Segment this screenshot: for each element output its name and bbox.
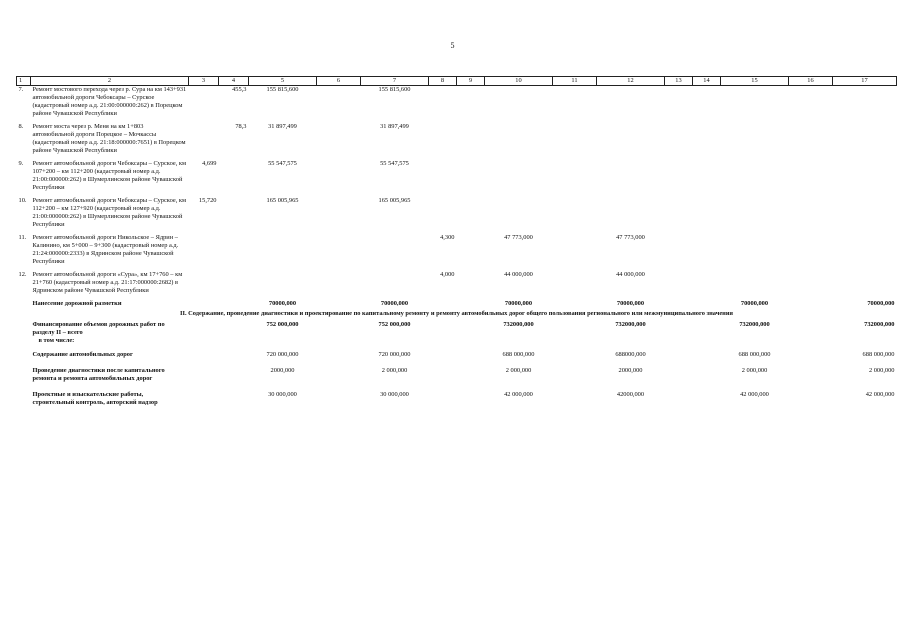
page-number: 5 (450, 41, 455, 50)
table-cell (457, 234, 485, 266)
amount-cell: 42 000,000 (504, 391, 533, 398)
table-cell (665, 337, 693, 345)
table-cell (665, 321, 693, 337)
amount-cell: 2 000,000 (868, 367, 895, 374)
table-cell (693, 234, 721, 266)
table-cell (553, 123, 597, 155)
table-cell (693, 351, 721, 359)
amount-cell (485, 123, 553, 155)
row-number-cell: 12. (18, 271, 27, 278)
table-cell (219, 367, 249, 383)
amount-cell: 42 000,000 (740, 391, 769, 398)
row-number-cell: 8. (18, 123, 24, 130)
amount-cell (597, 86, 665, 119)
length-m-cell: 78,3 (235, 123, 247, 130)
subsection-row (17, 367, 897, 383)
object-name-cell: Ремонт автомобильной дороги Чебоксары – Сурское, км 107+200 – км 112+200 (кадастровый номер а.д. 21:00:000000:262) в Шумерлинском районе Чувашской Республики (32, 160, 187, 191)
table-cell (553, 351, 597, 359)
table-cell (789, 86, 833, 119)
column-number-cell: 12 (597, 77, 665, 86)
table-cell (833, 271, 897, 295)
financing-total-row (17, 321, 897, 337)
table-cell (457, 86, 485, 119)
table-cell (553, 367, 597, 383)
row-label-cell: Финансирование объемов дорожных работ по разделу II – всего (32, 321, 165, 336)
section-title: II. Содержание, проведение диагностики и проектирование по капитальному ремонту и ремонту автомобильных дорог общего пользования регионального или межмуниципального значения (179, 310, 733, 317)
table-cell (189, 367, 219, 383)
table-row (17, 234, 897, 266)
table-cell (457, 123, 485, 155)
amount-cell: 44 000,000 (504, 271, 533, 278)
including-label: в том числе: (38, 337, 75, 344)
amount-cell (597, 160, 665, 192)
spacer-cell (17, 359, 897, 367)
length-km-cell: 4,699 (202, 160, 217, 167)
table-cell (17, 367, 31, 383)
amount-cell (361, 271, 429, 295)
length-km-cell (189, 234, 219, 266)
amount-cell: 70000,000 (504, 300, 533, 307)
spacer-row (17, 359, 897, 367)
table-cell (665, 197, 693, 229)
amount-cell: 70000,000 (740, 300, 769, 307)
amount-cell: 2 000,000 (381, 367, 408, 374)
table-cell (665, 234, 693, 266)
table-cell (429, 351, 457, 359)
amount-cell: 42 000,000 (865, 391, 895, 398)
table-cell (693, 197, 721, 229)
row-label-cell: Проектные и изыскательские работы, строительный контроль, авторский надзор (32, 391, 158, 406)
column-numbers-row (17, 77, 897, 86)
table-cell (485, 337, 553, 345)
table-cell (721, 123, 789, 155)
table-cell (189, 351, 219, 359)
table-cell (665, 160, 693, 192)
amount-cell: 30 000,000 (268, 391, 297, 398)
including-row (17, 337, 897, 345)
object-name-cell: Ремонт автомобильной дороги «Сура», км 17+760 – км 21+760 (кадастровый номер а.д. 21:17:000000:2682) в Ядринском районе Чувашской Республики (32, 271, 183, 294)
table-cell (317, 337, 361, 345)
table-cell (317, 300, 361, 308)
amount-cell: 155 815,600 (378, 86, 411, 93)
object-name-cell: Ремонт моста через р. Меня на км 1+803 автомобильной дороги Порецкое – Мочкассы (кадастровый номер а.д. 21:18:000000:7651) в Порецком районе Чувашской Республики (32, 123, 186, 154)
amount-cell: 70000,000 (268, 300, 297, 307)
table-cell (721, 337, 789, 345)
table-row (17, 197, 897, 229)
table-cell (721, 86, 789, 119)
table-cell (721, 234, 789, 266)
amount-cell: 2000,000 (270, 367, 295, 374)
spacer-row (17, 383, 897, 391)
amount-cell: 2 000,000 (741, 367, 768, 374)
table-cell (693, 160, 721, 192)
table-cell (361, 337, 429, 345)
table-cell (457, 391, 485, 407)
column-number-cell: 11 (553, 77, 597, 86)
table-cell (317, 321, 361, 337)
amount-cell: 752 000,000 (378, 321, 411, 328)
length-m-cell (219, 271, 249, 295)
table-cell (17, 337, 31, 345)
table-row (17, 123, 897, 155)
table-cell (429, 300, 457, 308)
subsection-row (17, 351, 897, 359)
table-cell (693, 123, 721, 155)
table-cell (693, 86, 721, 119)
column-number-cell: 16 (789, 77, 833, 86)
column-number-cell: 2 (31, 77, 189, 86)
table-cell (457, 321, 485, 337)
table-cell (833, 234, 897, 266)
amount-cell: 70000,000 (616, 300, 645, 307)
table-cell (17, 351, 31, 359)
row-label-cell: Проведение диагностики после капитального ремонта и ремонта автомобильных дорог (32, 367, 165, 382)
column-number-cell: 13 (665, 77, 693, 86)
table-cell (721, 160, 789, 192)
table-row (17, 86, 897, 119)
column-number-cell: 4 (219, 77, 249, 86)
column-number-cell: 8 (429, 77, 457, 86)
amount-cell: 155 815,600 (266, 86, 299, 93)
table-cell (693, 337, 721, 345)
table-cell (189, 321, 219, 337)
table-cell (553, 321, 597, 337)
subsection-row (17, 391, 897, 407)
column-number-cell: 10 (485, 77, 553, 86)
road-marking-row (17, 300, 897, 308)
table-cell (693, 367, 721, 383)
program-table (16, 76, 897, 415)
amount-cell: 47 773,000 (616, 234, 645, 241)
amount-cell: 55 547,575 (268, 160, 297, 167)
table-cell (789, 351, 833, 359)
table-cell (17, 391, 31, 407)
amount-cell: 55 547,575 (380, 160, 409, 167)
amount-cell: 732000,000 (864, 321, 895, 328)
amount-cell (485, 160, 553, 192)
table-cell (317, 234, 361, 266)
table-cell (553, 300, 597, 308)
amount-cell: 31 897,499 (268, 123, 297, 130)
object-name-cell: Ремонт мостового перехода через р. Сура на км 143+931 автомобильной дороги Чебоксары – Сурское (кадастровый номер а.д. 21:00:000000:262) в Порецком районе Чувашской Республики (32, 86, 187, 117)
amount-cell: 752 000,000 (266, 321, 299, 328)
column-number-cell: 5 (249, 77, 317, 86)
spacer-cell (17, 383, 897, 391)
table-cell (553, 86, 597, 119)
table-cell (249, 337, 317, 345)
table-cell (721, 197, 789, 229)
length-km-cell: 4,000 (440, 271, 455, 278)
table-cell (457, 351, 485, 359)
column-number-cell: 15 (721, 77, 789, 86)
row-number-cell: 11. (18, 234, 27, 241)
table-cell (789, 321, 833, 337)
table-cell (789, 234, 833, 266)
length-km-cell (189, 123, 219, 155)
table-cell (665, 86, 693, 119)
table-cell (597, 337, 665, 345)
table-cell (457, 197, 485, 229)
amount-cell (485, 197, 553, 229)
table-cell (219, 391, 249, 407)
row-number-cell: 10. (18, 197, 27, 204)
column-number-cell: 7 (361, 77, 429, 86)
table-cell (317, 271, 361, 295)
amount-cell: 47 773,000 (504, 234, 533, 241)
table-row (17, 271, 897, 295)
table-cell (789, 123, 833, 155)
object-name-cell: Ремонт автомобильной дороги Чебоксары – Сурское, км 112+200 – км 127+920 (кадастровый номер а.д. 21:00:000000:262) в Шумерлинском районе Чувашской Республики (32, 197, 187, 228)
length-m-cell (219, 160, 249, 192)
length-m-cell (219, 234, 249, 266)
table-cell (665, 367, 693, 383)
table-cell (665, 123, 693, 155)
table-cell (693, 271, 721, 295)
amount-cell: 688 000,000 (502, 351, 535, 358)
table-cell (317, 123, 361, 155)
amount-cell (249, 271, 317, 295)
table-cell (553, 337, 597, 345)
table-cell (553, 391, 597, 407)
amount-cell: 732000,000 (503, 321, 534, 328)
amount-cell: 70000,000 (380, 300, 409, 307)
table-cell (219, 351, 249, 359)
column-number-cell: 14 (693, 77, 721, 86)
table-cell (317, 197, 361, 229)
amount-cell (597, 197, 665, 229)
table-cell (693, 391, 721, 407)
amount-cell: 720 000,000 (266, 351, 299, 358)
amount-cell: 688000,000 (615, 351, 646, 358)
row-label-cell: Нанесение дорожной разметки (32, 300, 122, 307)
table-cell (553, 197, 597, 229)
table-cell (429, 391, 457, 407)
table-cell (429, 321, 457, 337)
length-km-cell: 15,720 (198, 197, 217, 204)
column-number-cell: 17 (833, 77, 897, 86)
column-number-cell: 1 (17, 77, 31, 86)
amount-cell: 42000,000 (616, 391, 645, 398)
column-number-cell: 3 (189, 77, 219, 86)
length-m-cell (219, 197, 249, 229)
table-cell (219, 321, 249, 337)
length-km-cell (189, 271, 219, 295)
amount-cell: 2 000,000 (505, 367, 532, 374)
spacer-cell (17, 407, 897, 415)
table-cell (17, 300, 31, 308)
table-cell (317, 367, 361, 383)
amount-cell: 70000,000 (867, 300, 895, 307)
amount-cell (597, 123, 665, 155)
table-cell (833, 160, 897, 192)
table-cell (833, 197, 897, 229)
table-row (17, 160, 897, 192)
table-cell (833, 123, 897, 155)
table-cell (429, 337, 457, 345)
table-cell (457, 337, 485, 345)
table-cell (457, 367, 485, 383)
table-cell (665, 391, 693, 407)
table-cell (219, 337, 249, 345)
length-km-cell (429, 160, 457, 192)
table-cell (317, 351, 361, 359)
length-km-cell: 4,300 (440, 234, 455, 241)
amount-cell (485, 86, 553, 119)
table-cell (789, 300, 833, 308)
amount-cell (361, 234, 429, 266)
column-number-cell: 6 (317, 77, 361, 86)
table-cell (317, 86, 361, 119)
table-cell (317, 160, 361, 192)
table-cell (665, 351, 693, 359)
table-cell (317, 391, 361, 407)
length-m-cell: 455,3 (232, 86, 247, 93)
section-title-row (17, 310, 897, 318)
table-cell (17, 321, 31, 337)
length-km-cell (429, 86, 457, 119)
amount-cell: 732000,000 (615, 321, 646, 328)
table-cell (833, 337, 897, 345)
table-cell (189, 337, 219, 345)
length-km-cell (189, 86, 219, 119)
amount-cell: 732000,000 (739, 321, 770, 328)
length-km-cell (429, 197, 457, 229)
table-cell (789, 391, 833, 407)
table-cell (789, 367, 833, 383)
row-label-cell: Содержание автомобильных дорог (32, 351, 133, 358)
amount-cell (249, 234, 317, 266)
object-name-cell: Ремонт автомобильной дороги Никольское – Ядрин – Калинино, км 5+000 – 9+300 (кадастровый номер а.д. 21:24:000000:2333) в Ядринском районе Чувашской Республики (32, 234, 179, 265)
row-number-cell: 7. (18, 86, 24, 93)
table-cell (553, 160, 597, 192)
table-cell (693, 321, 721, 337)
table-cell (457, 300, 485, 308)
amount-cell: 30 000,000 (380, 391, 409, 398)
spacer-row (17, 407, 897, 415)
table-cell (219, 300, 249, 308)
amount-cell: 165 005,965 (266, 197, 299, 204)
table-cell (693, 300, 721, 308)
amount-cell: 720 000,000 (378, 351, 411, 358)
amount-cell: 688 000,000 (862, 351, 895, 358)
table-cell (189, 300, 219, 308)
amount-cell: 31 897,499 (380, 123, 409, 130)
amount-cell: 44 000,000 (616, 271, 645, 278)
table-cell (789, 197, 833, 229)
amount-cell: 165 005,965 (378, 197, 411, 204)
table-cell (553, 234, 597, 266)
table-cell (429, 367, 457, 383)
table-cell (457, 160, 485, 192)
table-cell (789, 337, 833, 345)
table-cell (833, 86, 897, 119)
table-cell (721, 271, 789, 295)
length-km-cell (429, 123, 457, 155)
table-cell (789, 271, 833, 295)
table-cell (553, 271, 597, 295)
table-cell (665, 271, 693, 295)
table-cell (457, 271, 485, 295)
amount-cell: 688 000,000 (738, 351, 771, 358)
amount-cell: 2000,000 (618, 367, 643, 374)
table-cell (789, 160, 833, 192)
row-number-cell: 9. (18, 160, 24, 167)
column-number-cell: 9 (457, 77, 485, 86)
table-cell (189, 391, 219, 407)
table-cell (665, 300, 693, 308)
